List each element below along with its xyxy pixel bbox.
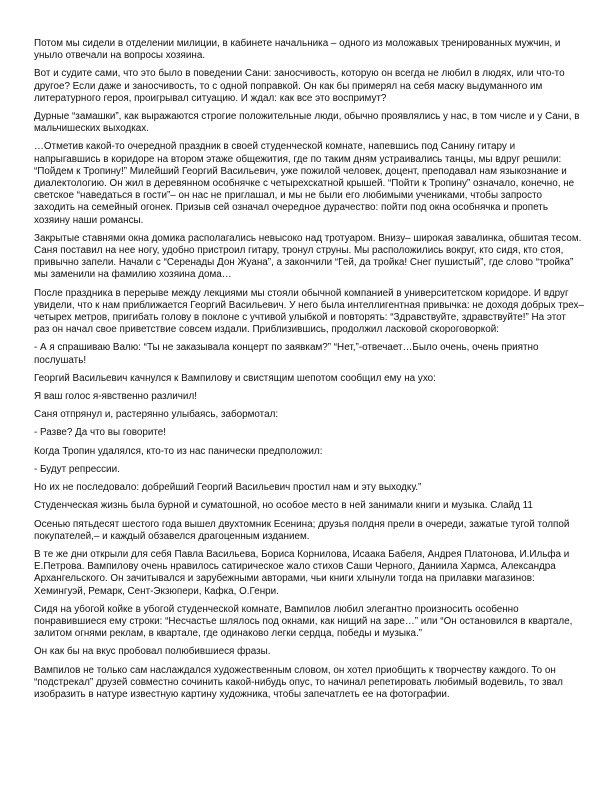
paragraph: Закрытые ставнями окна домика располагались невысоко над тротуаром. Внизу– широкая завалинка, обшитая тесом. Саня поставил на нее ногу, удобно пристроил гитару, тронул струны. Мы расположились вокруг, кто сидя, кто стоя, привычно запели. Начали с “Серенады Дон Жуана”, а закончили “Гей, да тройка! Снег пушистый”, где слово “тройка” мы заменили на фамилию хозяина дома…: [34, 232, 582, 281]
paragraph: - А я спрашиваю Валю: “Ты не заказывала концерт по заявкам?” “Нет,”-отвечает…Было очень, очень приятно послушать!: [34, 342, 539, 366]
paragraph: - Будут репрессии.: [34, 463, 120, 475]
paragraph: Когда Тропин удалялся, кто-то из нас панически предположил:: [34, 445, 323, 457]
paragraph: Я ваш голос я-явственно различил!: [34, 391, 197, 403]
paragraph: Потом мы сидели в отделении милиции, в кабинете начальника – одного из моложавых тренированных мужчин, и уныло отвечали на вопросы хозяина.: [34, 38, 561, 62]
paragraph: Вот и судите сами, что это было в поведении Сани: заносчивость, которую он всегда не любил в людях, или что-то другое? Если даже и заносчивость, то с одной поправкой. Он как бы примерял на себя маску выдуманного им литературного героя, проигрывал ситуацию. И ждал: как все это воспримут?: [34, 68, 565, 104]
paragraph: …Отметив какой-то очередной праздник в своей студенческой комнате, напевшись под Санину гитару и напрыгавшись в коридоре на втором этаже общежития, где по таким дням устраивались танцы, мы вдруг решили: “Пойдем к Тропину!” Милейший Георгий Васильевич, уже пожилой человек, доцент, преподавал нам языкознание и диалектологию. Он жил в деревянном особнячке с четырехскатной крышей. “Пойти к Тропину” означало, конечно, не светское “наведаться в гости”– он нас не приглашал, и мы не были его любимыми учениками, чтобы запросто заходить на семейный огонек. Призыв сей означал очередное дурачество: пойти под окна особнячка и пропеть хозяину наши романсы.: [34, 141, 575, 226]
paragraph: Сидя на убогой койке в убогой студенческой комнате, Вампилов любил элегантно произносить особенно понравившиеся ему строки: “Несчастье шлялось под окнами, как нищий на заре…” или “Он остановился в квартале, залитом огнями реклам, в квартале, где одинаково легки сердца, победы и музыка.”: [34, 603, 573, 640]
paragraph: Студенческая жизнь была бурной и суматошной, но особое место в ней занимали книги и музыка. Слайд 11: [34, 500, 533, 512]
paragraph: Он как бы на вкус пробовал полюбившиеся фразы.: [34, 646, 271, 658]
paragraph: Саня отпрянул и, растерянно улыбаясь, забормотал:: [34, 409, 279, 421]
paragraph: Осенью пятьдесят шестого года вышел двухтомник Есенина; друзья полдня прели в очереди, зажатые тугой толпой покупателей,– и каждый обзавелся драгоценным изданием.: [34, 518, 570, 542]
paragraph: После праздника в перерыве между лекциями мы стояли обычной компанией в университетском коридоре. И вдруг увидели, что к нам приближается Георгий Васильевич. У него была интеллигентная привычка: не доходя добрых трех– четырех метров, пригибать голову в поклоне с учтивой улыбкой и повторять: “Здравствуйте, здравствуйте!” На этот раз он начал свое приветствие совсем издали. Приблизившись, продолжил ласковой скороговоркой:: [34, 287, 584, 336]
paragraph: Дурные “замашки”, как выражаются строгие положительные люди, обычно проявлялись у нас, в том числе и у Сани, в мальчишеских выходках.: [34, 111, 580, 135]
paragraph: Но их не последовало: добрейший Георгий Васильевич простил нам и эту выходку.”: [34, 482, 422, 494]
paragraph: Георгий Васильевич качнулся к Вампилову и свистящим шепотом сообщил ему на ухо:: [34, 372, 436, 384]
paragraph: Вампилов не только сам наслаждался художественным словом, он хотел приобщить к творчеству каждого. То он “подстрекал” друзей совместно сочинить какой-нибудь опус, то начинал репетировать любимый водевиль, то звал изобразить в натуре известную картину художника, чтобы запечатлеть ее на фотографии.: [34, 664, 563, 700]
paragraph: В те же дни открыли для себя Павла Васильева, Бориса Корнилова, Исаака Бабеля, Андрея Платонова, И.Ильфа и Е.Петрова. Вампилову очень нравилось сатирическое жало стихов Саши Черного, Даниила Хармса, Александра Архангельского. Он зачитывался и зарубежными авторами, чьи книги хлынули тогда на прилавки магазинов: Хемингуэй, Ремарк, Сент-Экзюпери, Кафка, О.Генри.: [34, 548, 570, 597]
paragraph: - Разве? Да что вы говорите!: [34, 427, 167, 439]
